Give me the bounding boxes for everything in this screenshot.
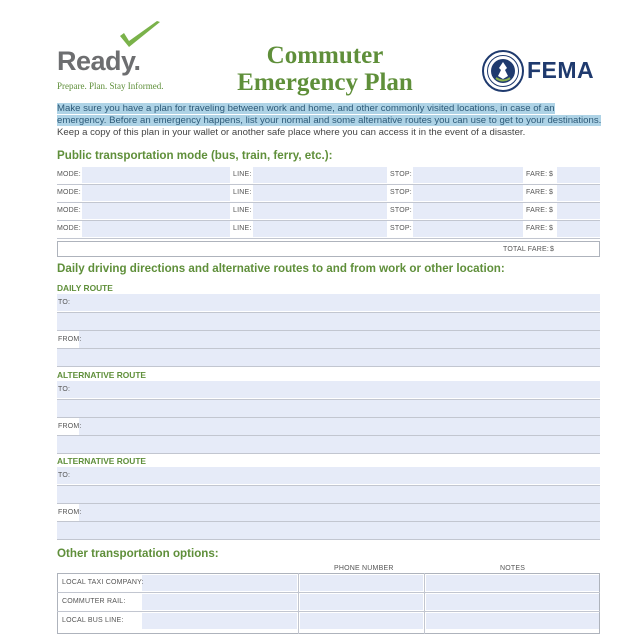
intro-text: Keep a copy of this plan in your wallet or another safe place where you can access it in the event of a disaster. xyxy=(57,127,526,138)
fare-field[interactable] xyxy=(557,221,600,237)
line-field[interactable] xyxy=(253,185,387,201)
title-line-1: Commuter xyxy=(266,42,384,69)
to-label: TO: xyxy=(58,299,71,306)
option-name-field[interactable] xyxy=(142,575,297,591)
from-field[interactable] xyxy=(79,331,600,348)
from-label: FROM: xyxy=(58,336,82,343)
phone-field[interactable] xyxy=(300,594,423,610)
row-divider xyxy=(57,238,600,239)
fare-label: FARE: xyxy=(526,207,548,214)
to-field[interactable] xyxy=(57,467,600,484)
total-fare-label: TOTAL FARE: xyxy=(503,246,550,253)
from-field-2[interactable] xyxy=(57,349,600,366)
line-field[interactable] xyxy=(253,221,387,237)
title-line-2: Emergency Plan xyxy=(237,69,413,96)
line-field[interactable] xyxy=(253,203,387,219)
fare-label: FARE: xyxy=(526,225,548,232)
mode-label: MODE: xyxy=(57,189,81,196)
other-option-label: COMMUTER RAIL: xyxy=(62,598,126,605)
to-label: TO: xyxy=(58,472,71,479)
phone-field[interactable] xyxy=(300,575,423,591)
stop-label: STOP: xyxy=(390,189,412,196)
route-end-divider xyxy=(57,539,600,540)
stop-label: STOP: xyxy=(390,171,412,178)
mode-label: MODE: xyxy=(57,171,81,178)
from-field[interactable] xyxy=(79,418,600,435)
page-title xyxy=(225,42,425,96)
fare-label: FARE: xyxy=(526,189,548,196)
intro-paragraph xyxy=(57,103,602,139)
other-option-label: LOCAL BUS LINE: xyxy=(62,617,124,624)
phone-field[interactable] xyxy=(300,613,423,629)
to-field[interactable] xyxy=(57,381,600,398)
to-field-2[interactable] xyxy=(57,313,600,330)
phone-col-divider xyxy=(298,573,299,634)
other-transport-heading: Other transportation options: xyxy=(57,547,219,560)
line-label: LINE: xyxy=(233,225,252,232)
stop-field[interactable] xyxy=(413,203,523,219)
total-fare-currency: $ xyxy=(550,246,555,253)
route-title: ALTERNATIVE ROUTE xyxy=(57,370,147,380)
notes-column-header: NOTES xyxy=(500,565,526,572)
mode-field[interactable] xyxy=(82,185,230,201)
option-name-field[interactable] xyxy=(142,594,297,610)
fare-label: FARE: xyxy=(526,171,548,178)
mode-field[interactable] xyxy=(82,203,230,219)
mode-label: MODE: xyxy=(57,207,81,214)
line-field[interactable] xyxy=(253,167,387,183)
to-field-2[interactable] xyxy=(57,400,600,417)
fema-logo: FEMA xyxy=(527,57,595,83)
dhs-seal-icon xyxy=(482,50,524,97)
to-field-2[interactable] xyxy=(57,486,600,503)
notes-col-divider xyxy=(424,573,425,634)
fare-currency: $ xyxy=(549,225,554,232)
notes-field[interactable] xyxy=(426,613,599,629)
line-label: LINE: xyxy=(233,189,252,196)
option-name-field[interactable] xyxy=(142,613,297,629)
stop-field[interactable] xyxy=(413,167,523,183)
fare-field[interactable] xyxy=(557,167,600,183)
route-end-divider xyxy=(57,366,600,367)
intro-highlighted-text: Make sure you have a plan for traveling between work and home, and other commonly visited locations, in case of an emergency. Before an emergency happens, list your normal and some alternative routes you can use to get to your destinations. xyxy=(57,103,602,126)
fare-field[interactable] xyxy=(557,185,600,201)
ready-tagline: Prepare. Plan. Stay Informed. xyxy=(57,81,164,91)
from-field[interactable] xyxy=(79,504,600,521)
notes-field[interactable] xyxy=(426,575,599,591)
route-title: ALTERNATIVE ROUTE xyxy=(57,456,147,466)
from-field-2[interactable] xyxy=(57,522,600,539)
line-label: LINE: xyxy=(233,207,252,214)
fare-currency: $ xyxy=(549,171,554,178)
phone-number-column-header: PHONE NUMBER xyxy=(334,565,394,572)
total-fare-box xyxy=(57,241,600,257)
line-label: LINE: xyxy=(233,171,252,178)
notes-field[interactable] xyxy=(426,594,599,610)
stop-field[interactable] xyxy=(413,185,523,201)
stop-label: STOP: xyxy=(390,225,412,232)
mode-field[interactable] xyxy=(82,167,230,183)
fare-currency: $ xyxy=(549,189,554,196)
from-label: FROM: xyxy=(58,509,82,516)
mode-field[interactable] xyxy=(82,221,230,237)
route-title: DAILY ROUTE xyxy=(57,283,113,293)
other-row-divider xyxy=(57,611,600,612)
ready-logo: Ready. xyxy=(57,46,141,76)
route-end-divider xyxy=(57,453,600,454)
driving-heading: Daily driving directions and alternative routes to and from work or other location: xyxy=(57,262,505,275)
fare-field[interactable] xyxy=(557,203,600,219)
other-option-label: LOCAL TAXI COMPANY: xyxy=(62,579,144,586)
mode-label: MODE: xyxy=(57,225,81,232)
to-label: TO: xyxy=(58,386,71,393)
from-label: FROM: xyxy=(58,423,82,430)
fare-currency: $ xyxy=(549,207,554,214)
stop-label: STOP: xyxy=(390,207,412,214)
stop-field[interactable] xyxy=(413,221,523,237)
to-field[interactable] xyxy=(57,294,600,311)
public-transport-heading: Public transportation mode (bus, train, ferry, etc.): xyxy=(57,149,333,162)
from-field-2[interactable] xyxy=(57,436,600,453)
other-row-divider xyxy=(57,592,600,593)
